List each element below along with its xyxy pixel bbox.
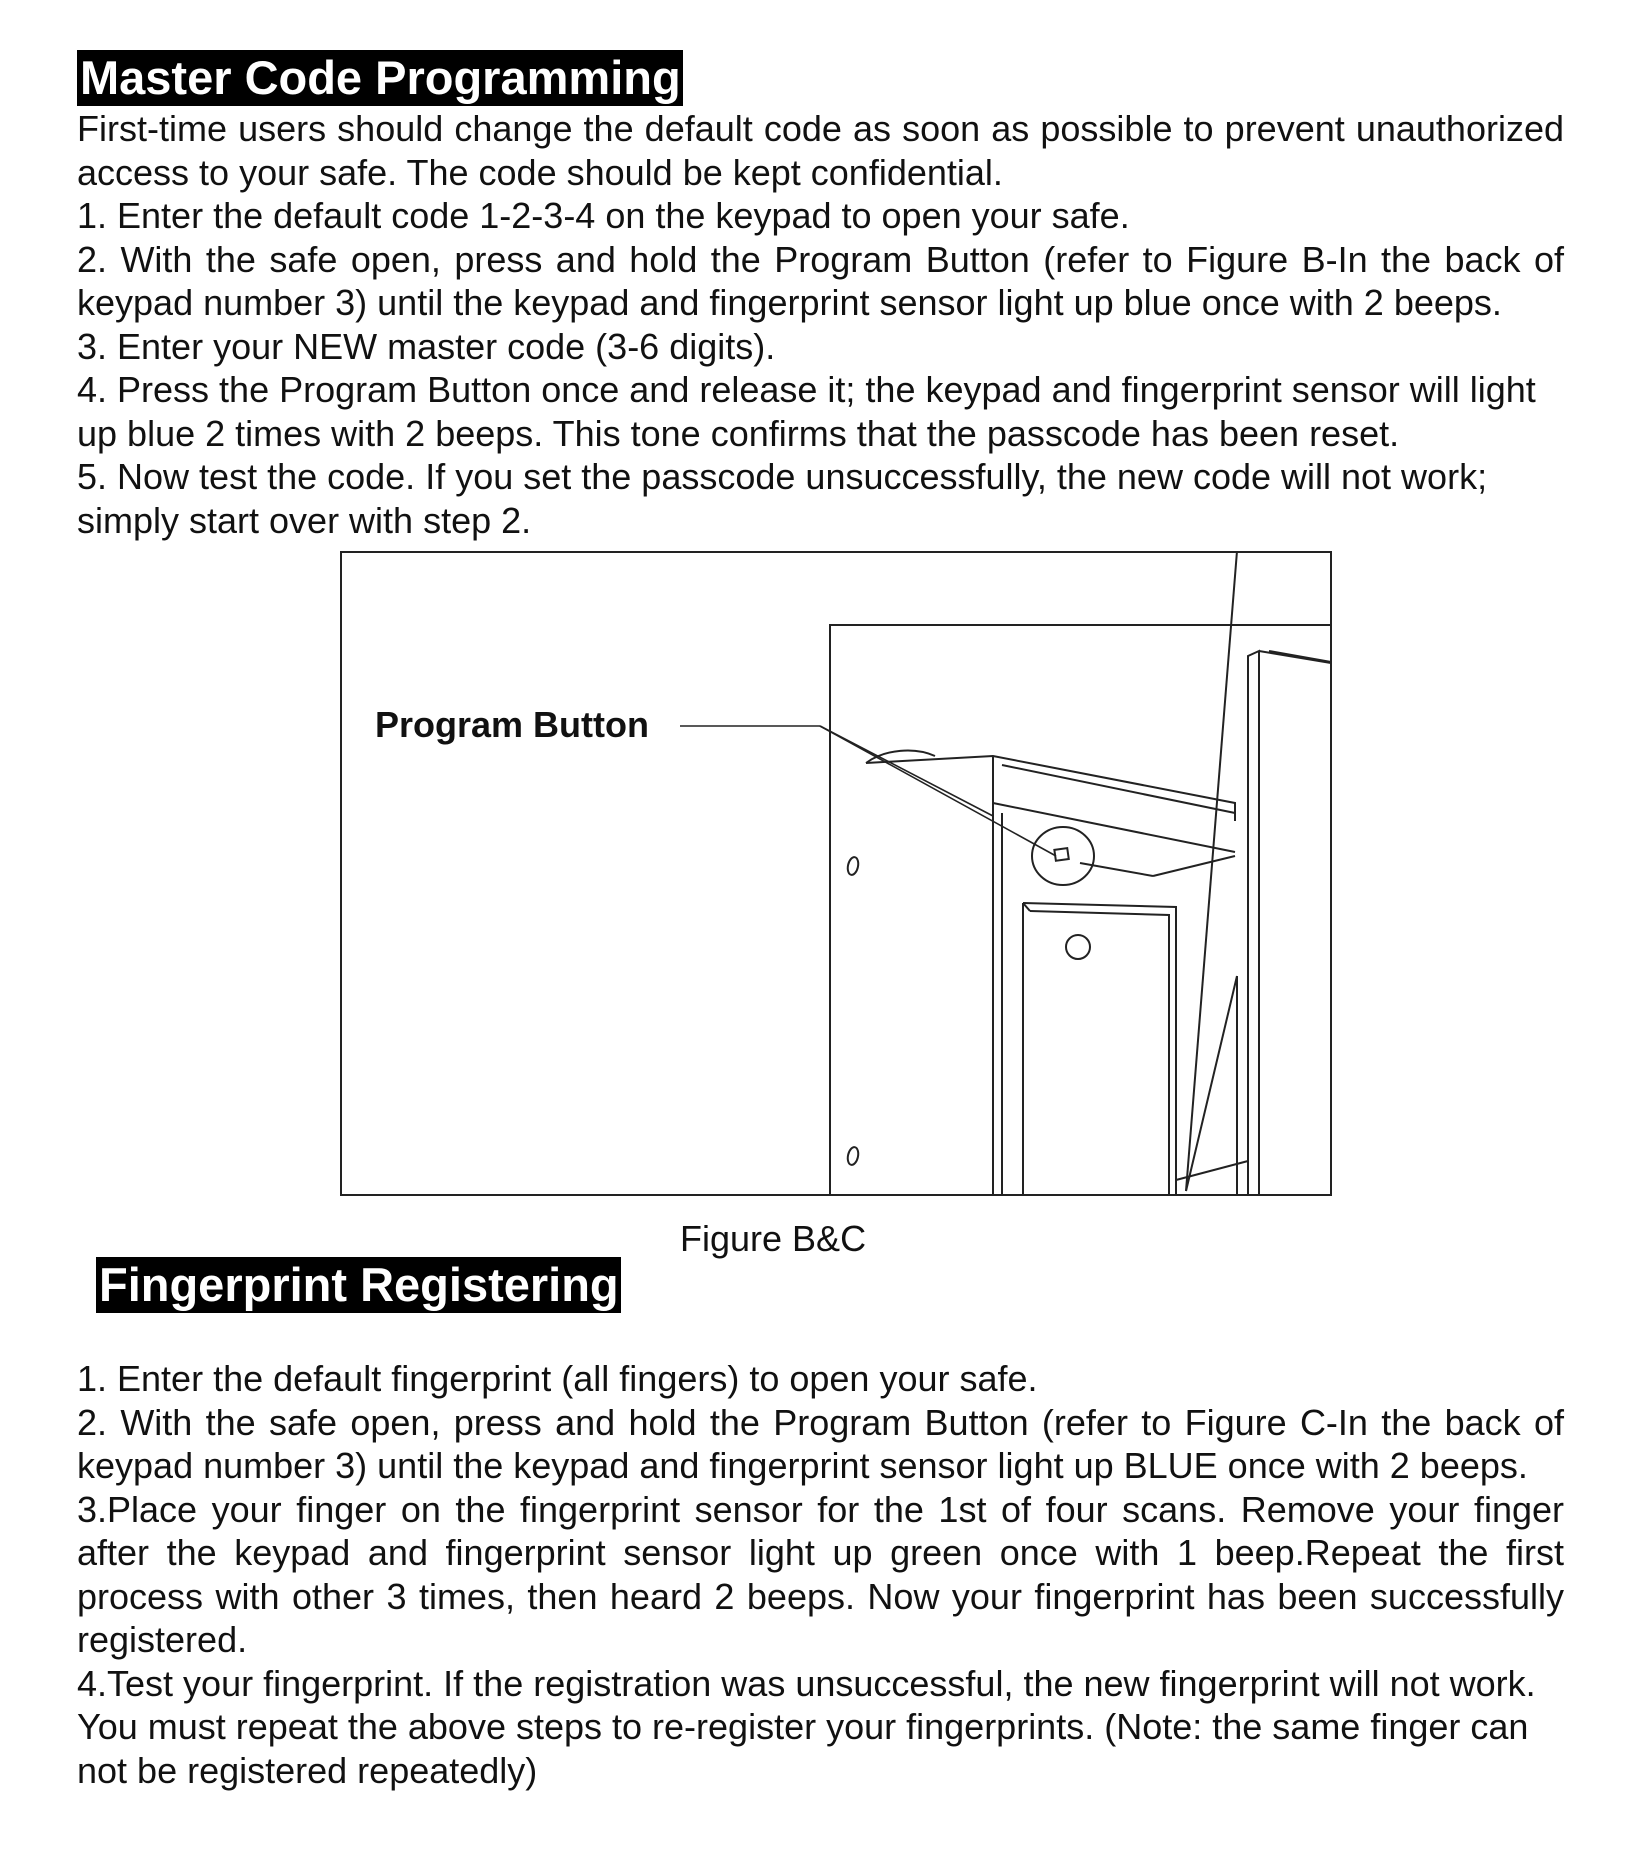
master-step-5: 5. Now test the code. If you set the passcode unsuccessfully, the new code will not work; simply start over with step 2. xyxy=(77,456,1488,541)
finger-step-3: 3.Place your finger on the fingerprint sensor for the 1st of four scans. Remove your finger after the keypad and fingerprint sensor light up green once with 1 beep.Repeat the first process with other 3 times, then heard 2 beeps. Now your fingerprint has been successfully registered. xyxy=(77,1488,1564,1660)
finger-step-1: 1. Enter the default fingerprint (all fingers) to open your safe. xyxy=(77,1358,1038,1399)
master-code-heading: Master Code Programming xyxy=(77,50,683,106)
master-step-1: 1. Enter the default code 1-2-3-4 on the keypad to open your safe. xyxy=(77,195,1130,236)
master-code-body xyxy=(77,107,1564,542)
master-intro: First-time users should change the default code as soon as possible to prevent unauthorized access to your safe. The code should be kept confidential. xyxy=(77,108,1564,193)
figure-program-button xyxy=(340,551,1332,1196)
fingerprint-body xyxy=(77,1357,1564,1792)
master-step-3: 3. Enter your NEW master code (3-6 digits). xyxy=(77,325,776,367)
master-step-2: 2. With the safe open, press and hold the Program Button (refer to Figure B-In the back of keypad number 3) until the keypad and fingerprint sensor light up blue once with 2 beeps. xyxy=(77,238,1564,323)
finger-step-4: 4.Test your fingerprint. If the registration was unsuccessful, the new fingerprint will not work. You must repeat the above steps to re-register your fingerprints. (Note: the same finger can not be registered repeatedly) xyxy=(77,1662,1536,1791)
figure-caption: Figure B&C xyxy=(680,1218,867,1259)
master-step-4: 4. Press the Program Button once and release it; the keypad and fingerprint sensor will light up blue 2 times with 2 beeps. This tone confirms that the passcode has been reset. xyxy=(77,369,1536,454)
finger-step-2: 2. With the safe open, press and hold the Program Button (refer to Figure C-In the back of keypad number 3) until the keypad and fingerprint sensor light up BLUE once with 2 beeps. xyxy=(77,1401,1564,1486)
safe-interior-illustration xyxy=(340,551,1332,1196)
fingerprint-heading: Fingerprint Registering xyxy=(96,1257,621,1313)
program-button-label: Program Button xyxy=(375,704,649,745)
figure-frame xyxy=(341,552,1331,1195)
